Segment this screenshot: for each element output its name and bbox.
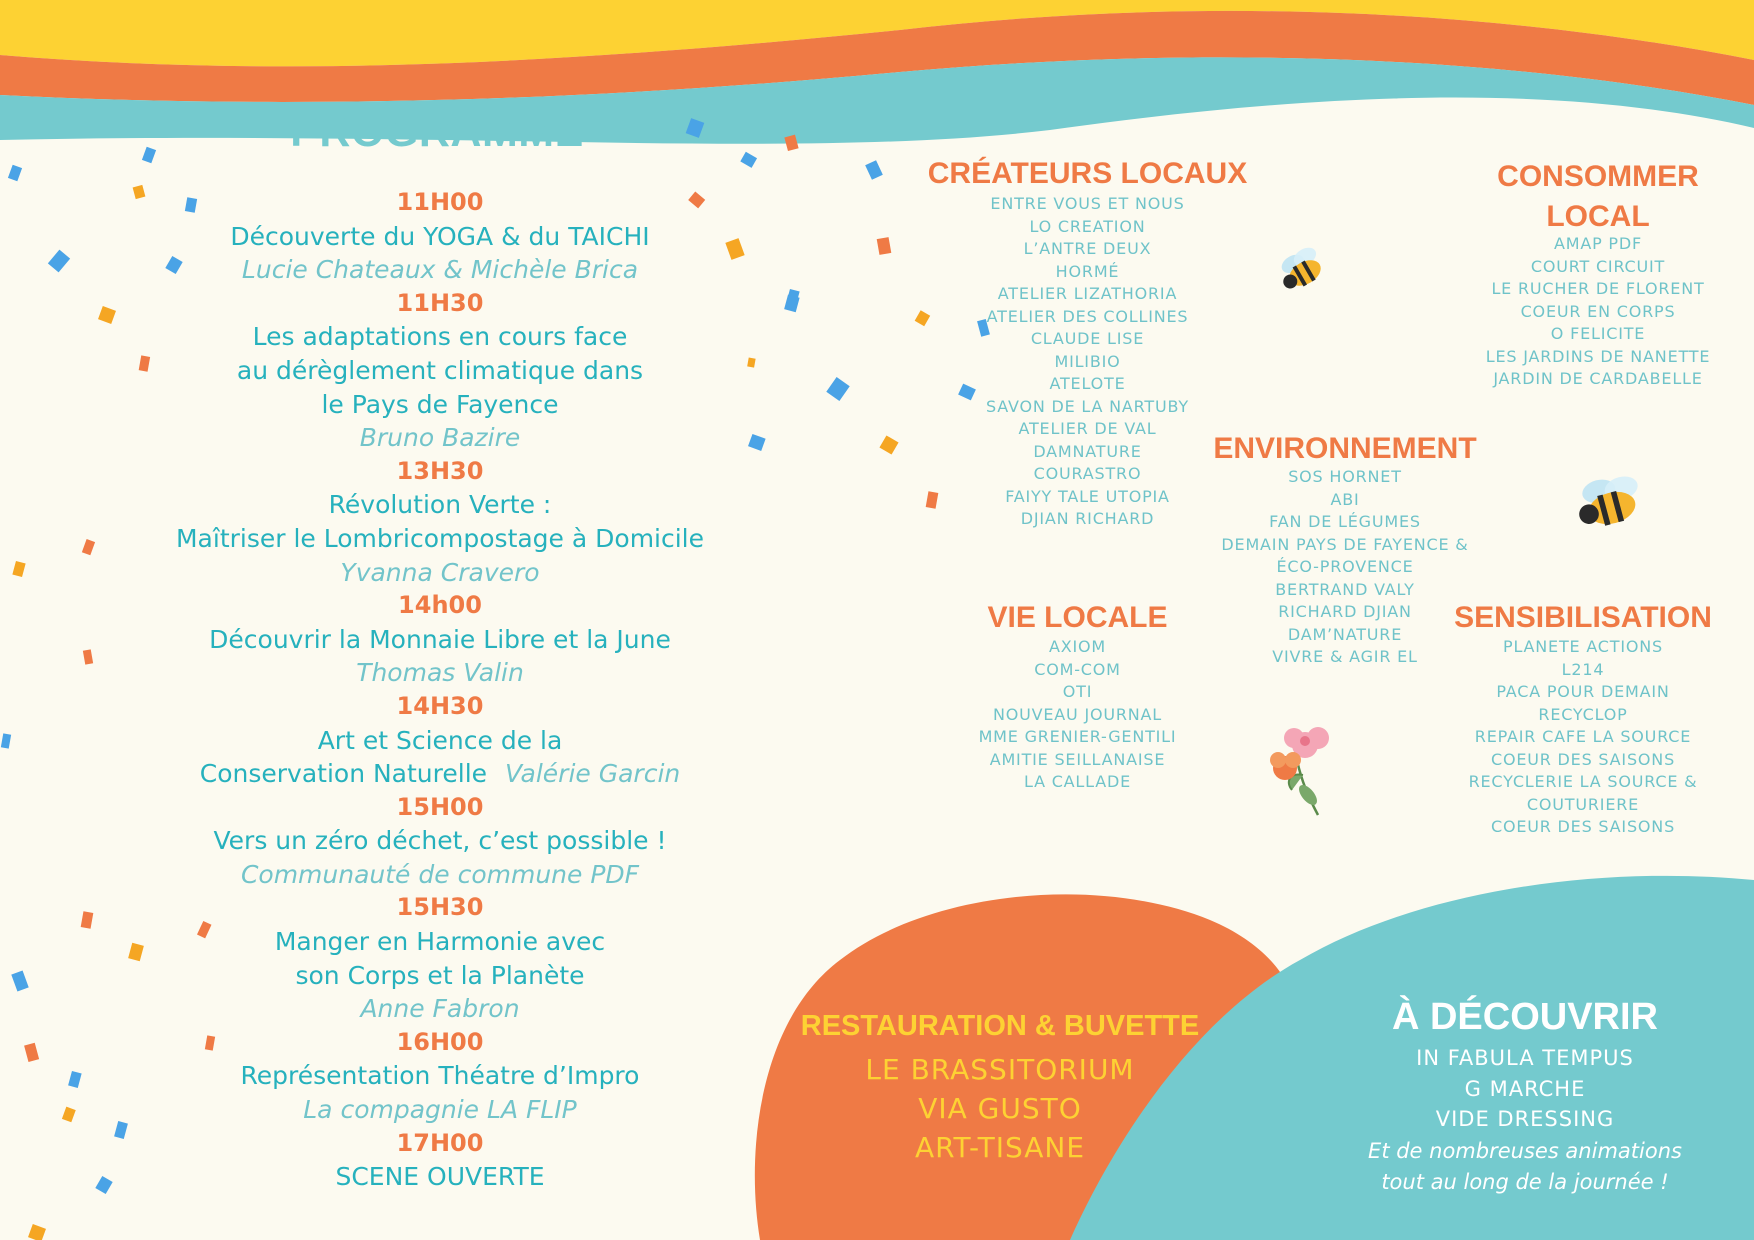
event-title-line: Découvrir la Monnaie Libre et la June <box>209 624 671 654</box>
event-speaker: Thomas Valin <box>356 658 524 688</box>
consommer-item: JARDIN DE CARDABELLE <box>1493 369 1703 388</box>
restauration-item: LE BRASSITORIUM <box>865 1053 1135 1086</box>
bee-icon <box>1572 470 1646 531</box>
a-decouvrir-list <box>1305 1043 1745 1135</box>
event-speaker: Bruno Bazire <box>359 423 521 453</box>
event-speaker: Yvanna Cravero <box>340 557 540 587</box>
environnement-item: VIVRE & AGIR EL <box>1272 647 1418 666</box>
consommer-item: COEUR EN CORPS <box>1520 301 1676 321</box>
createur-item: ATELIER LIZATHORIA <box>997 284 1178 303</box>
consommer-local-list <box>1448 233 1748 391</box>
consommer-local-heading <box>1448 157 1748 237</box>
programme-event <box>110 1127 770 1194</box>
event-title-line: Art et Science de la <box>317 725 563 755</box>
event-speaker: Lucie Chateaux & Michèle Brica <box>241 255 639 285</box>
sensibilisation-item: L214 <box>1561 659 1605 679</box>
a-decouvrir-note-line: tout au long de la journée ! <box>1381 1169 1669 1194</box>
environnement-item: ABI <box>1330 489 1360 509</box>
createur-item: DAMNATURE <box>1033 441 1142 461</box>
programme-list <box>110 186 770 1194</box>
event-speaker: Communauté de commune PDF <box>240 859 640 889</box>
event-title-line: Les adaptations en cours face <box>252 322 628 352</box>
event-title-line: son Corps et la Planète <box>295 960 585 990</box>
event-speaker: Anne Fabron <box>360 994 520 1024</box>
consommer-item: LE RUCHER DE FLORENT <box>1491 279 1705 298</box>
event-title-line: Représentation Théatre d’Impro <box>240 1061 640 1091</box>
sensibilisation-item: PACA POUR DEMAIN <box>1496 682 1670 701</box>
programme-event <box>110 891 770 1025</box>
vie-locale-item: NOUVEAU JOURNAL <box>992 704 1163 724</box>
createur-item: HORMÉ <box>1055 261 1120 281</box>
vie-locale-item: MME GRENIER-GENTILI <box>978 727 1177 746</box>
environnement-item: FAN DE LÉGUMES <box>1269 512 1421 531</box>
programme-event <box>110 690 770 791</box>
sensibilisation-item: PLANETE ACTIONS <box>1503 637 1663 656</box>
restauration-heading: RESTAURATION & BUVETTE <box>800 1010 1200 1042</box>
event-title-line: au dérèglement climatique dans <box>236 355 644 385</box>
bee-icon <box>1273 244 1328 295</box>
sensibilisation-item: REPAIR CAFE LA SOURCE <box>1474 727 1692 746</box>
consommer-local-heading-line: LOCAL <box>1546 200 1650 233</box>
programme-title: PROGRAMME <box>290 108 584 156</box>
consommer-item: LES JARDINS DE NANETTE <box>1485 346 1711 366</box>
a-decouvrir-item: VIDE DRESSING <box>1435 1107 1615 1131</box>
sensibilisation-item: COUTURIERE <box>1526 794 1640 814</box>
event-title-text: Conservation Naturelle <box>199 759 488 789</box>
vie-locale-heading: VIE LOCALE <box>987 601 1168 634</box>
createurs-locaux-heading: CRÉATEURS LOCAUX <box>927 157 1248 190</box>
vie-locale-item: COM-COM <box>1034 659 1121 679</box>
environnement-item: DEMAIN PAYS DE FAYENCE & <box>1221 534 1469 554</box>
environnement-item: DAM’NATURE <box>1287 624 1403 644</box>
event-time: 17H00 <box>396 1128 484 1157</box>
restauration-list <box>850 1050 1150 1167</box>
environnement-heading: ENVIRONNEMENT <box>1213 432 1477 465</box>
sensibilisation-item: RECYCLERIE LA SOURCE & <box>1468 772 1698 791</box>
vie-locale-item: AXIOM <box>1048 637 1107 656</box>
vie-locale-item: AMITIE SEILLANAISE <box>989 749 1166 769</box>
createur-item: ATELIER DE VAL <box>1018 419 1157 438</box>
event-time: 11H00 <box>396 188 484 216</box>
createur-item: FAIYY TALE UTOPIA <box>1005 486 1170 506</box>
createur-item: DJIAN RICHARD <box>1020 509 1155 528</box>
event-speaker: La compagnie LA FLIP <box>303 1095 577 1125</box>
event-speaker: Valérie Garcin <box>505 759 681 789</box>
programme-event <box>110 791 770 892</box>
createur-item: ENTRE VOUS ET NOUS <box>990 194 1185 213</box>
environnement-item: SOS HORNET <box>1288 467 1402 486</box>
programme-event <box>110 1026 770 1127</box>
event-time: 14H30 <box>396 691 484 720</box>
restauration-item: ART-TISANE <box>914 1131 1086 1164</box>
event-title-line: Révolution Verte : <box>328 490 552 520</box>
sensibilisation-item: COEUR DES SAISONS <box>1490 749 1676 769</box>
programme-event <box>110 186 770 287</box>
vie-locale-item: LA CALLADE <box>1024 772 1131 791</box>
event-title-line: Vers un zéro déchet, c’est possible ! <box>213 826 667 856</box>
createur-item: SAVON DE LA NARTUBY <box>986 396 1189 416</box>
event-time: 15H30 <box>396 893 484 922</box>
programme-event <box>110 455 770 589</box>
a-decouvrir-heading: À DÉCOUVRIR <box>1391 996 1659 1038</box>
createur-item: COURASTRO <box>1033 464 1142 483</box>
restauration-item: VIA GUSTO <box>918 1092 1082 1125</box>
environnement-item: BERTRAND VALY <box>1275 579 1415 599</box>
a-decouvrir-note-line: Et de nombreuses animations <box>1368 1139 1682 1163</box>
consommer-local-heading-line: CONSOMMER <box>1497 160 1699 193</box>
event-title-line: Manger en Harmonie avec <box>274 927 606 957</box>
flower-icon <box>1270 727 1329 815</box>
vie-locale-item: OTI <box>1062 682 1093 701</box>
programme-event <box>110 589 770 690</box>
event-time: 15H00 <box>396 792 484 821</box>
event-time: 14h00 <box>398 591 482 620</box>
a-decouvrir-item: IN FABULA TEMPUS <box>1416 1046 1634 1070</box>
consommer-item: COURT CIRCUIT <box>1530 256 1666 276</box>
createur-item: ATELIER DES COLLINES <box>986 306 1189 326</box>
event-title-line: Maîtriser le Lombricompostage à Domicile <box>175 523 705 553</box>
createur-item: CLAUDE LISE <box>1030 329 1145 348</box>
consommer-item: AMAP PDF <box>1553 234 1642 253</box>
event-time: 13H30 <box>396 456 484 485</box>
programme-event <box>110 287 770 455</box>
sensibilisation-heading: SENSIBILISATION <box>1454 601 1712 634</box>
event-title-line: Découverte du YOGA & du TAICHI <box>230 221 650 251</box>
event-title-line: SCENE OUVERTE <box>335 1162 545 1192</box>
consommer-item: O FELICITE <box>1550 324 1646 343</box>
environnement-item: ÉCO-PROVENCE <box>1276 557 1414 576</box>
createur-item: LO CREATION <box>1029 216 1146 236</box>
sensibilisation-item: RECYCLOP <box>1538 704 1628 724</box>
createur-item: ATELOTE <box>1049 374 1126 393</box>
a-decouvrir-item: G MARCHE <box>1464 1076 1586 1101</box>
environnement-item: RICHARD DJIAN <box>1278 602 1412 621</box>
sensibilisation-list <box>1433 636 1733 839</box>
event-time: 11H30 <box>396 288 484 317</box>
a-decouvrir-note <box>1305 1136 1745 1197</box>
event-title-line: le Pays de Fayence <box>321 389 559 419</box>
event-title-line <box>110 757 770 791</box>
createur-item: MILIBIO <box>1054 351 1121 371</box>
vie-locale-list <box>940 636 1215 794</box>
event-time: 16H00 <box>396 1027 484 1056</box>
createur-item: L’ANTRE DEUX <box>1023 239 1152 258</box>
sensibilisation-item: COEUR DES SAISONS <box>1490 817 1676 836</box>
